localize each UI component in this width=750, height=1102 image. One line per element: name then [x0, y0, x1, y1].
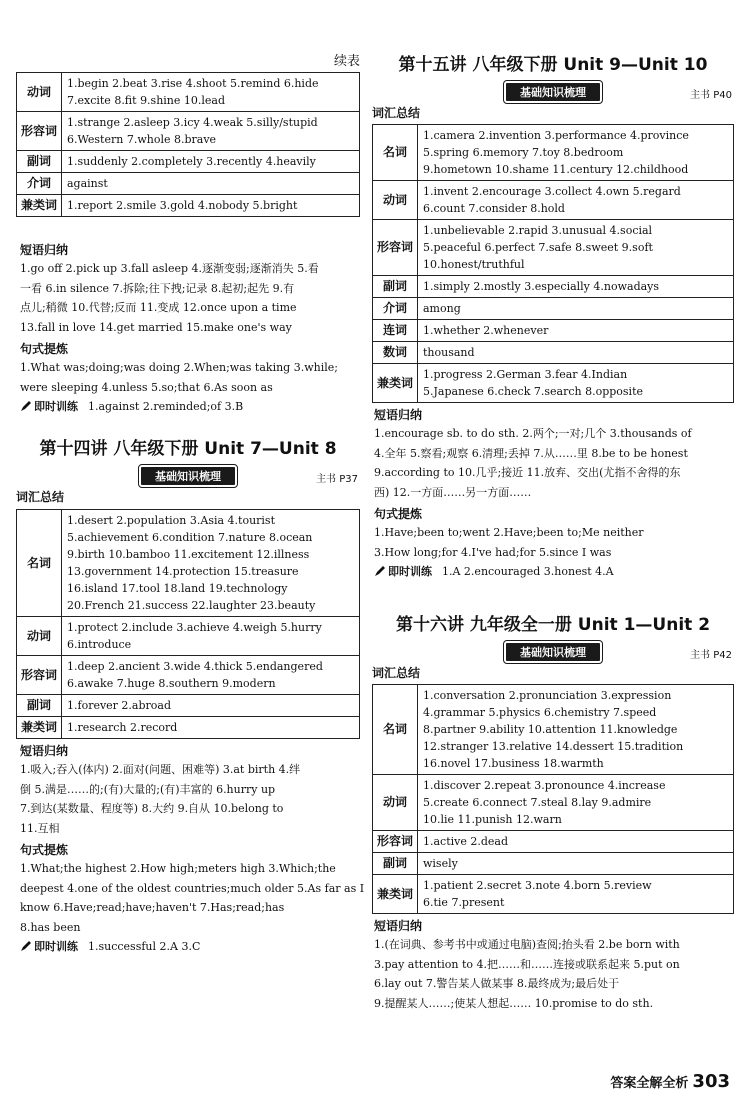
- text-line: know 6.Have;read;have;haven't 7.Has;read;has: [20, 901, 285, 914]
- vocab-words: [62, 656, 360, 695]
- drill-label: 即时训练: [34, 940, 78, 953]
- sentence-title: 句式提炼: [374, 507, 423, 521]
- lesson15-ref: 主书 P40: [690, 90, 732, 101]
- drill-answers: 1.successful 2.A 3.C: [88, 940, 201, 953]
- drill-row: [374, 562, 734, 582]
- vocab-row: [17, 617, 360, 656]
- pencil-icon: [20, 940, 32, 952]
- vocab-line: 5.achievement 6.condition 7.nature 8.ocean: [67, 531, 313, 544]
- vocab-row: [373, 853, 734, 875]
- lesson15-vocab-table: [372, 124, 734, 403]
- vocab-row: [373, 831, 734, 853]
- vocab-line: among: [423, 302, 461, 315]
- text-line: 4.全年 5.察看;观察 6.清理;丢掉 7.从……里 8.be to be honest: [374, 446, 688, 460]
- vocab-row: [373, 181, 734, 220]
- vocab-line: 4.grammar 5.physics 6.chemistry 7.speed: [423, 706, 657, 719]
- vocab-row: [17, 656, 360, 695]
- text-line: 1.go off 2.pick up 3.fall asleep 4.逐渐变弱;逐渐消失 5.看: [20, 262, 319, 275]
- vocab-category: 副词: [373, 853, 418, 875]
- vocab-line: 1.invent 2.encourage 3.collect 4.own 5.regard: [423, 185, 681, 198]
- vocab-words: [62, 695, 360, 717]
- vocab-line: 5.create 6.connect 7.steal 8.lay 9.admire: [423, 796, 652, 809]
- vocab-line: 10.lie 11.punish 12.warn: [423, 813, 562, 826]
- drill-answers: 1.A 2.encouraged 3.honest 4.A: [442, 565, 614, 578]
- vocab-title: 词汇总结: [372, 666, 421, 680]
- vocab-row: [17, 173, 360, 195]
- sentence-title: 句式提炼: [20, 342, 69, 356]
- vocab-line: 13.government 14.protection 15.treasure: [67, 565, 299, 578]
- text-line: 西) 12.一方面……另一方面……: [374, 485, 532, 499]
- vocab-row: [17, 510, 360, 617]
- text-line: 8.has been: [20, 920, 81, 934]
- lesson16-ref: 主书 P42: [690, 650, 732, 661]
- vocab-line: 1.patient 2.secret 3.note 4.born 5.review: [423, 879, 652, 892]
- vocab-line: 1.active 2.dead: [423, 835, 509, 848]
- vocab-line: 1.unbelievable 2.rapid 3.unusual 4.social: [423, 224, 653, 237]
- footer-label: 答案全解全析: [610, 1076, 689, 1091]
- vocab-line: 9.hometown 10.shame 11.century 12.childhood: [423, 163, 689, 176]
- lesson13-summary: [20, 238, 360, 417]
- text-line: 3.How long;for 4.I've had;for 5.since I was: [374, 545, 612, 559]
- vocab-line: 1.simply 2.mostly 3.especially 4.nowadays: [423, 280, 660, 293]
- phrase-title: 短语归纳: [20, 243, 69, 257]
- drill-label: 即时训练: [388, 565, 432, 578]
- vocab-row: [373, 364, 734, 403]
- vocab-words: [62, 717, 360, 739]
- text-line: 6.lay out 7.警告某人做某事 8.最终成为;最后处于: [374, 977, 620, 990]
- vocab-line: 5.Japanese 6.check 7.search 8.opposite: [423, 385, 644, 398]
- vocab-line: 1.strange 2.asleep 3.icy 4.weak 5.silly/stupid: [67, 116, 318, 129]
- vocab-words: [418, 831, 734, 853]
- phrase-list: [374, 935, 734, 1013]
- vocab-line: 6.tie 7.present: [423, 896, 505, 909]
- vocab-line: 1.whether 2.whenever: [423, 324, 549, 337]
- vocab-line: 20.French 21.success 22.laughter 23.beauty: [67, 599, 316, 612]
- lesson16-badge: 基础知识梳理: [504, 641, 602, 663]
- pencil-icon: [374, 565, 386, 577]
- vocab-line: 10.honest/truthful: [423, 258, 525, 271]
- lesson14-badge: 基础知识梳理: [139, 465, 237, 487]
- vocab-line: 1.suddenly 2.completely 3.recently 4.heavily: [67, 155, 316, 168]
- vocab-row: [17, 695, 360, 717]
- vocab-line: 6.count 7.consider 8.hold: [423, 202, 565, 215]
- vocab-category: 形容词: [373, 220, 418, 276]
- lesson14-title: 第十四讲 八年级下册 Unit 7—Unit 8: [39, 439, 337, 459]
- phrase-title: 短语归纳: [374, 919, 423, 933]
- vocab-words: [418, 276, 734, 298]
- vocab-line: 16.novel 17.business 18.warmth: [423, 757, 604, 770]
- sentence-list: [374, 523, 734, 562]
- text-line: 1.What was;doing;was doing 2.When;was taking 3.while;: [20, 361, 338, 374]
- lesson14-vocab-table: [16, 509, 360, 739]
- vocab-category: 动词: [373, 775, 418, 831]
- text-line: 一看 6.in silence 7.拆除;往下拽;记录 8.起初;起先 9.有: [20, 281, 295, 295]
- phrase-list: [374, 424, 734, 502]
- vocab-words: [62, 151, 360, 173]
- sentence-list: [20, 358, 360, 397]
- vocab-line: 9.birth 10.bamboo 11.excitement 12.illness: [67, 548, 310, 561]
- vocab-row: [373, 342, 734, 364]
- text-line: 11.互相: [20, 821, 60, 835]
- vocab-row: [373, 220, 734, 276]
- text-line: deepest 4.one of the oldest countries;much older 5.As far as I: [20, 881, 365, 895]
- vocab-category: 形容词: [373, 831, 418, 853]
- vocab-words: [418, 875, 734, 914]
- vocab-row: [373, 298, 734, 320]
- vocab-category: 介词: [17, 173, 62, 195]
- phrase-list: [20, 760, 360, 838]
- text-line: 9.提醒某人……;使某人想起…… 10.promise to do sth.: [374, 996, 654, 1010]
- drill-answers: 1.against 2.reminded;of 3.B: [88, 400, 244, 413]
- vocab-category: 介词: [373, 298, 418, 320]
- lesson15-badge: 基础知识梳理: [504, 81, 602, 103]
- vocab-category: 动词: [373, 181, 418, 220]
- vocab-line: 16.island 17.tool 18.land 19.technology: [67, 582, 288, 595]
- lesson15-title: 第十五讲 八年级下册 Unit 9—Unit 10: [398, 55, 708, 75]
- text-line: 3.pay attention to 4.把……和……连接或联系起来 5.put on: [374, 957, 680, 971]
- text-line: 点儿;稍微 10.代替;反而 11.变成 12.once upon a time: [20, 301, 297, 314]
- vocab-words: [62, 617, 360, 656]
- vocab-category: 兼类词: [17, 717, 62, 739]
- text-line: were sleeping 4.unless 5.so;that 6.As soon as: [20, 380, 273, 394]
- vocab-line: 5.spring 6.memory 7.toy 8.bedroom: [423, 146, 624, 159]
- vocab-category: 名词: [373, 685, 418, 775]
- page-footer: [610, 1071, 730, 1092]
- vocab-row: [373, 875, 734, 914]
- vocab-words: [62, 112, 360, 151]
- vocab-row: [17, 73, 360, 112]
- vocab-words: [418, 364, 734, 403]
- text-line: 1.Have;been to;went 2.Have;been to;Me neither: [374, 526, 644, 539]
- vocab-row: [17, 112, 360, 151]
- vocab-words: [418, 685, 734, 775]
- page-number: 303: [692, 1071, 730, 1092]
- lesson16-vocab-table: [372, 684, 734, 914]
- vocab-row: [17, 717, 360, 739]
- sentence-list: [20, 859, 365, 937]
- continued-label: 续表: [333, 54, 360, 69]
- text-line: 倒 5.满是……的;(有)大量的;(有)丰富的 6.hurry up: [20, 782, 276, 796]
- vocab-title: 词汇总结: [16, 490, 65, 504]
- vocab-category: 兼类词: [373, 875, 418, 914]
- text-line: 9.according to 10.几乎;接近 11.放弃、交出(尤指不舍得的东: [374, 466, 681, 479]
- vocab-words: [418, 320, 734, 342]
- vocab-words: [62, 195, 360, 217]
- vocab-category: 副词: [17, 695, 62, 717]
- drill-row: [20, 937, 360, 957]
- text-line: 13.fall in love 14.get married 15.make one's way: [20, 320, 292, 334]
- vocab-row: [17, 195, 360, 217]
- vocab-line: 1.begin 2.beat 3.rise 4.shoot 5.remind 6.hide: [67, 77, 319, 90]
- vocab-category: 名词: [373, 125, 418, 181]
- pencil-icon: [20, 400, 32, 412]
- vocab-words: [62, 173, 360, 195]
- vocab-row: [17, 151, 360, 173]
- vocab-words: [418, 125, 734, 181]
- vocab-line: 5.peaceful 6.perfect 7.safe 8.sweet 9.soft: [423, 241, 653, 254]
- vocab-row: [373, 685, 734, 775]
- vocab-row: [373, 125, 734, 181]
- lesson14-ref: 主书 P37: [316, 474, 358, 485]
- vocab-line: 1.desert 2.population 3.Asia 4.tourist: [67, 514, 276, 527]
- vocab-category: 数词: [373, 342, 418, 364]
- vocab-category: 副词: [17, 151, 62, 173]
- vocab-category: 副词: [373, 276, 418, 298]
- vocab-line: 1.progress 2.German 3.fear 4.Indian: [423, 368, 628, 381]
- vocab-line: 6.awake 7.huge 8.southern 9.modern: [67, 677, 276, 690]
- vocab-category: 动词: [17, 73, 62, 112]
- text-line: 1.encourage sb. to do sth. 2.两个;一对;几个 3.thousands of: [374, 427, 692, 440]
- vocab-line: wisely: [423, 857, 458, 870]
- vocab-category: 兼类词: [373, 364, 418, 403]
- vocab-line: 7.excite 8.fit 9.shine 10.lead: [67, 94, 226, 107]
- text-line: 7.到达(某数量、程度等) 8.大约 9.自从 10.belong to: [20, 802, 284, 815]
- lesson16-section: [372, 612, 734, 1013]
- vocab-words: [62, 510, 360, 617]
- vocab-category: 兼类词: [17, 195, 62, 217]
- vocab-category: 形容词: [17, 112, 62, 151]
- vocab-row: [373, 320, 734, 342]
- text-line: 1.(在词典、参考书中或通过电脑)查阅;抬头看 2.be born with: [374, 938, 680, 951]
- text-line: 1.What;the highest 2.How high;meters high 3.Which;the: [20, 862, 336, 875]
- drill-label: 即时训练: [34, 400, 78, 413]
- lesson16-title: 第十六讲 九年级全一册 Unit 1—Unit 2: [395, 615, 711, 635]
- vocab-category: 名词: [17, 510, 62, 617]
- vocab-line: 1.discover 2.repeat 3.pronounce 4.increase: [423, 779, 666, 792]
- phrase-title: 短语归纳: [374, 408, 423, 422]
- vocab-words: [418, 298, 734, 320]
- vocab-words: [62, 73, 360, 112]
- vocab-title: 词汇总结: [372, 106, 421, 120]
- vocab-line: 6.Western 7.whole 8.brave: [67, 133, 217, 146]
- vocab-words: [418, 775, 734, 831]
- vocab-words: [418, 220, 734, 276]
- sentence-title: 句式提炼: [20, 843, 69, 857]
- vocab-line: thousand: [423, 346, 475, 359]
- phrase-title: 短语归纳: [20, 744, 69, 758]
- vocab-line: 1.camera 2.invention 3.performance 4.province: [423, 129, 689, 142]
- vocab-words: [418, 181, 734, 220]
- vocab-words: [418, 342, 734, 364]
- vocab-words: [418, 853, 734, 875]
- vocab-line: 6.introduce: [67, 638, 132, 651]
- vocab-row: [373, 276, 734, 298]
- vocab-line: 1.forever 2.abroad: [67, 699, 172, 712]
- vocab-line: 1.report 2.smile 3.gold 4.nobody 5.bright: [67, 199, 298, 212]
- vocab-line: 1.conversation 2.pronunciation 3.expression: [423, 689, 672, 702]
- vocab-table-continued: [16, 72, 360, 217]
- lesson14-section: [16, 436, 365, 957]
- vocab-line: 1.protect 2.include 3.achieve 4.weigh 5.hurry: [67, 621, 322, 634]
- vocab-line: 1.research 2.record: [67, 721, 178, 734]
- vocab-category: 动词: [17, 617, 62, 656]
- vocab-line: 8.partner 9.ability 10.attention 11.knowledge: [423, 723, 678, 736]
- lesson15-section: [372, 52, 734, 582]
- vocab-category: 形容词: [17, 656, 62, 695]
- vocab-category: 连词: [373, 320, 418, 342]
- vocab-line: 12.stranger 13.relative 14.dessert 15.tradition: [423, 740, 684, 753]
- text-line: 1.吸入;吞入(体内) 2.面对(问题、困难等) 3.at birth 4.绊: [20, 763, 301, 776]
- vocab-line: against: [67, 177, 108, 190]
- vocab-line: 1.deep 2.ancient 3.wide 4.thick 5.endangered: [67, 660, 323, 673]
- drill-row: [20, 397, 360, 417]
- phrase-list: [20, 259, 360, 337]
- vocab-row: [373, 775, 734, 831]
